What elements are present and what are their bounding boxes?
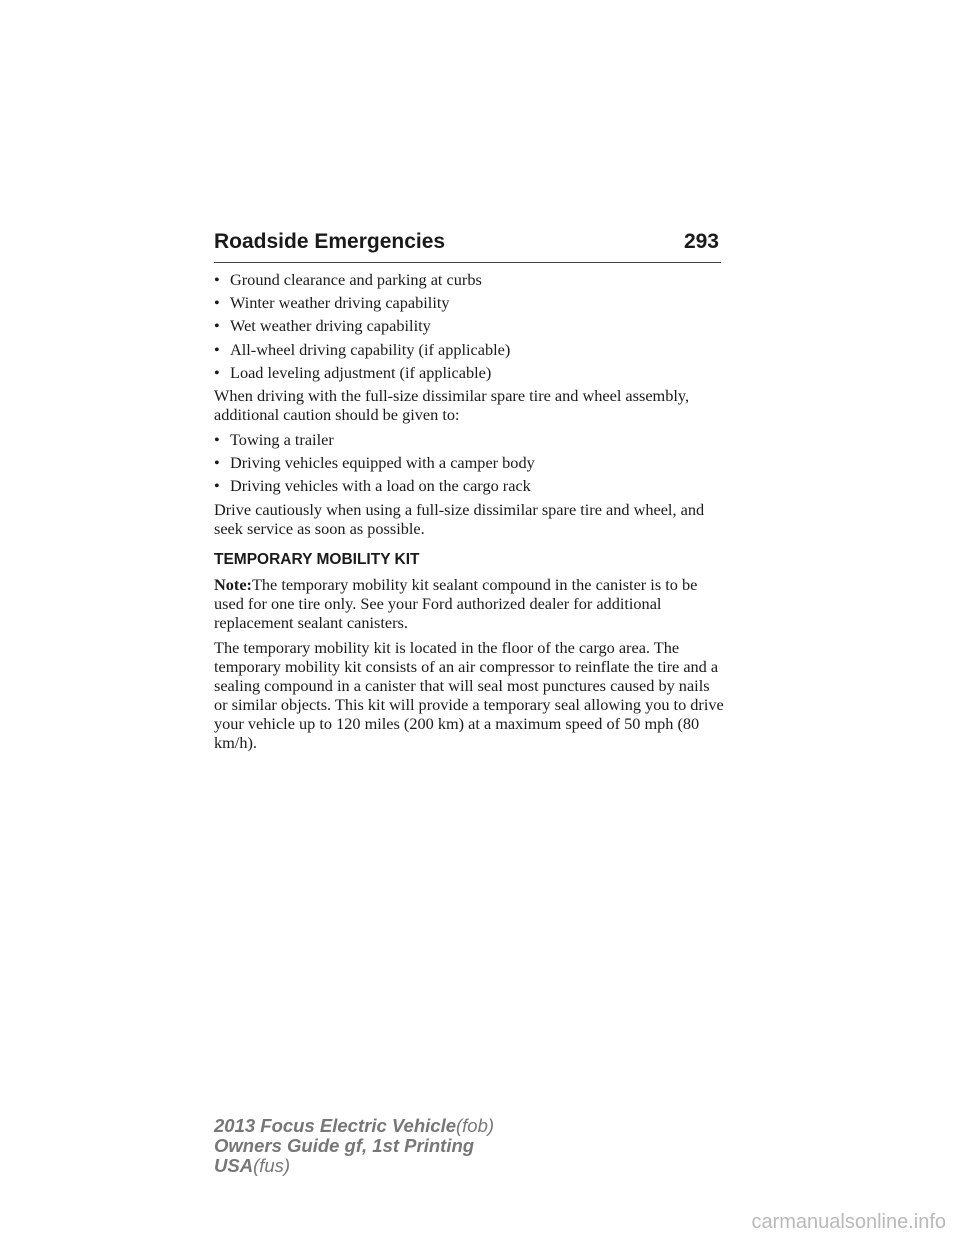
paragraph-caution-intro: When driving with the full-size dissimilar spare tire and wheel assembly, additional caution should be given to:: [214, 385, 690, 424]
bullet-icon: •: [214, 476, 220, 496]
list-item: • Wet weather driving capability: [214, 316, 431, 336]
bullet-icon: •: [214, 293, 220, 313]
page-content: [214, 270, 724, 758]
note-paragraph: [214, 575, 724, 632]
list-item: • Driving vehicles equipped with a camper body: [214, 453, 535, 473]
list-item: • Driving vehicles with a load on the cargo rack: [214, 476, 531, 496]
list-item: • Load leveling adjustment (if applicable): [214, 362, 492, 382]
watermark: carmanualsonline.info: [751, 1211, 946, 1233]
note-label: Note:: [214, 574, 252, 594]
section-heading: TEMPORARY MOBILITY KIT: [214, 550, 420, 568]
bullet-icon: •: [214, 362, 220, 382]
bullet-icon: •: [214, 270, 220, 289]
footer-line-1: 2013 Focus Electric Vehicle(fob): [214, 1115, 495, 1136]
paragraph-drive-cautiously: Drive cautiously when using a full-size dissimilar spare tire and wheel, and seek service as soon as possible.: [214, 499, 705, 538]
footer-line-3: USA(fus): [214, 1155, 291, 1176]
page-title: Roadside Emergencies: [214, 230, 446, 253]
bullet-icon: •: [214, 453, 220, 473]
list-item: • Towing a trailer: [214, 429, 334, 449]
footer-line-2: Owners Guide gf, 1st Printing: [214, 1135, 475, 1156]
page-header: [214, 228, 721, 263]
bullet-icon: •: [214, 339, 220, 359]
page-number: 293: [683, 230, 719, 253]
bullet-icon: •: [214, 316, 220, 336]
bullet-icon: •: [214, 429, 220, 449]
list-item: • Ground clearance and parking at curbs: [214, 270, 482, 289]
bullet-list-vehicle-effects: [214, 270, 724, 382]
bullet-list-caution: [214, 430, 724, 495]
list-item: • All-wheel driving capability (if applicable): [214, 339, 511, 359]
note-text: The temporary mobility kit sealant compound in the canister is to be used for one tire only. See your Ford authorized dealer for additional replacement sealant canisters.: [214, 574, 698, 632]
paragraph-kit-description: The temporary mobility kit is located in the floor of the cargo area. The temporary mobility kit consists of an air compressor to reinflate the tire and a sealing compound in a canister that will seal most punctures caused by nails or similar objects. This kit will provide a temporary seal allowing you to drive your vehicle up to 120 miles (200 km) at a maximum speed of 50 mph (80 km/h).: [214, 637, 724, 752]
page-footer: [214, 1116, 494, 1176]
list-item: • Winter weather driving capability: [214, 293, 450, 313]
